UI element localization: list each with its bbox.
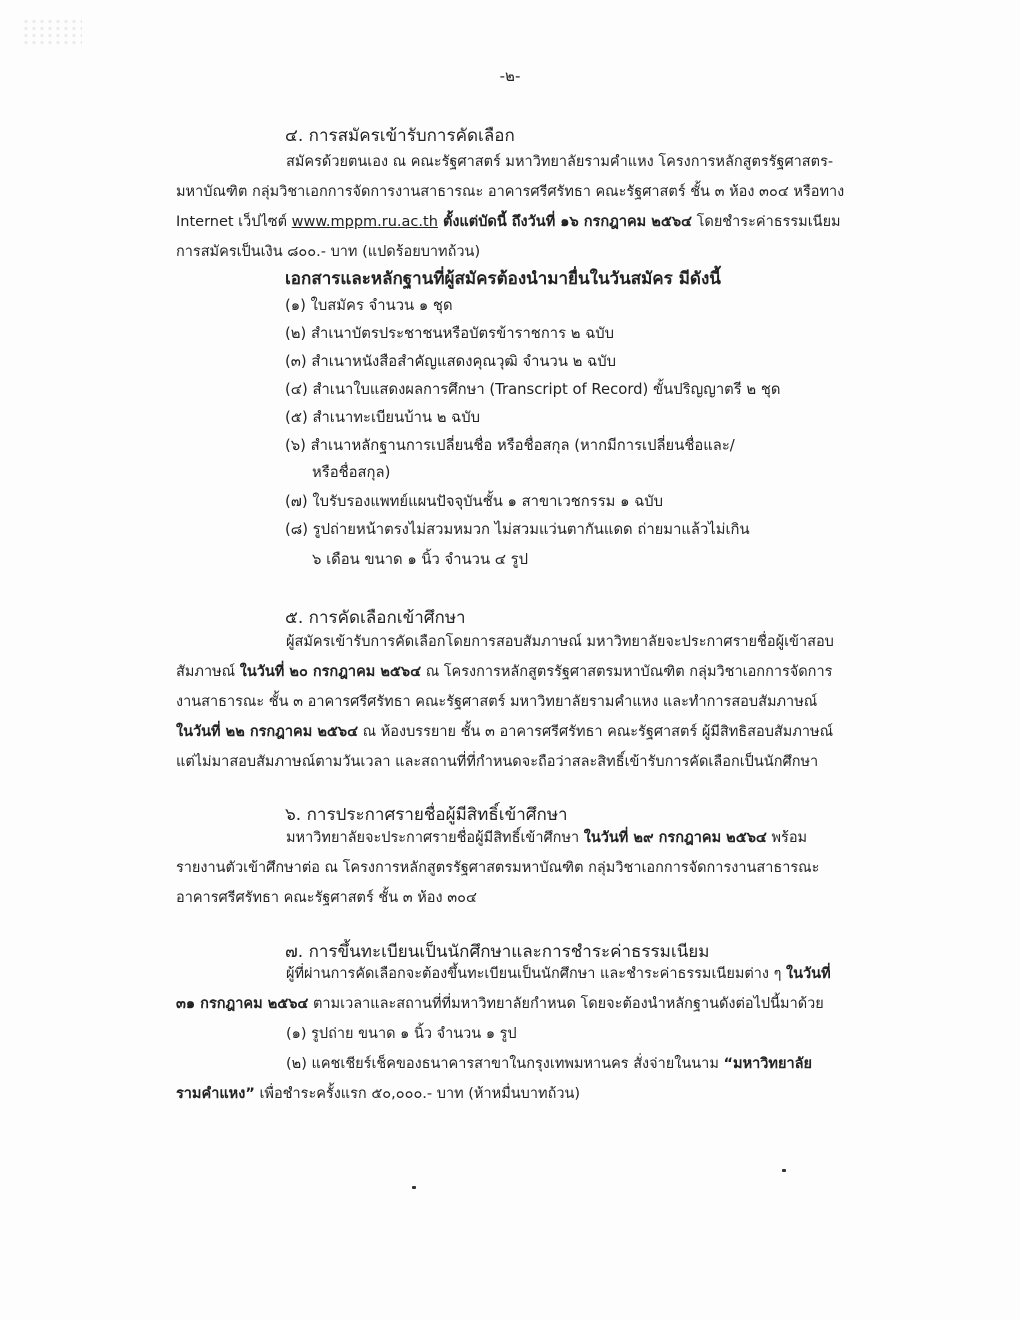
s5-line2b: ณ โครงการหลักสูตรรัฐศาสตรมหาบัณฑิต กลุ่มวิชาเอกการจัดการ [421, 664, 833, 680]
s4-line3-bold: ตั้งแต่บัดนี้ ถึงวันที่ ๑๖ กรกฎาคม ๒๕๖๔ [437, 214, 692, 230]
section-5-heading: ๕. การคัดเลือกเข้าศึกษา [285, 608, 466, 628]
s6-line1b: พร้อม [766, 830, 808, 846]
s6-line1a: มหาวิทยาลัยจะประกาศรายชื่อผู้มีสิทธิ์เข้าศึกษา [286, 830, 584, 846]
section-7-heading: ๗. การขึ้นทะเบียนเป็นนักศึกษาและการชำระค่าธรรมเนียม [285, 942, 710, 962]
doc-item: (๔) สำเนาใบแสดงผลการศึกษา (Transcript of Record) ขั้นปริญญาตรี ๒ ชุด [285, 381, 781, 398]
doc-item-continued: หรือชื่อสกุล) [312, 464, 391, 481]
doc-item: (๗) ใบรับรองแพทย์แผนปัจจุบันชั้น ๑ สาขาเวชกรรม ๑ ฉบับ [285, 493, 664, 510]
s7-line2b: ตามเวลาและสถานที่ที่มหาวิทยาลัยกำหนด โดยจะต้องนำหลักฐานดังต่อไปนี้มาด้วย [308, 996, 824, 1012]
scan-smudge [22, 18, 82, 48]
section-6-paragraph [176, 823, 884, 913]
s7-line1a: ผู้ที่ผ่านการคัดเลือกจะต้องขึ้นทะเบียนเป็นนักศึกษา และชำระค่าธรรมเนียมต่าง ๆ [286, 966, 787, 982]
website-link[interactable]: www.mppm.ru.ac.th [291, 214, 438, 230]
section-7-paragraph [176, 959, 884, 1109]
scan-speck [782, 1169, 786, 1172]
s4-line4: การสมัครเป็นเงิน ๘๐๐.- บาท (แปดร้อยบาทถ้วน) [176, 244, 481, 260]
s6-line2: รายงานตัวเข้าศึกษาต่อ ณ โครงการหลักสูตรรัฐศาสตรมหาบัณฑิต กลุ่มวิชาเอกการจัดการงานสาธารณะ [176, 860, 820, 876]
s7-item2a: (๒) แคชเชียร์เช็คของธนาคารสาขาในกรุงเทพมหานคร สั่งจ่ายในนาม [286, 1056, 724, 1072]
s7-item1: (๑) รูปถ่าย ขนาด ๑ นิ้ว จำนวน ๑ รูป [286, 1026, 517, 1042]
s6-date: ในวันที่ ๒๙ กรกฎาคม ๒๕๖๔ [583, 830, 767, 846]
docs-heading: เอกสารและหลักฐานที่ผู้สมัครต้องนำมายื่นในวันสมัคร มีดังนี้ [285, 269, 721, 289]
s7-item2-bold: “มหาวิทยาลัย [723, 1056, 813, 1072]
doc-item: (๘) รูปถ่ายหน้าตรงไม่สวมหมวก ไม่สวมแว่นตากันแดด ถ่ายมาแล้วไม่เกิน [285, 521, 750, 538]
doc-item-continued: ๖ เดือน ขนาด ๑ นิ้ว จำนวน ๔ รูป [312, 551, 529, 568]
s4-line2: มหาบัณฑิต กลุ่มวิชาเอกการจัดการงานสาธารณะ อาคารศรีศรัทธา คณะรัฐศาสตร์ ชั้น ๓ ห้อง ๓๐๔ หรือทาง [176, 184, 845, 200]
s5-line3: งานสาธารณะ ชั้น ๓ อาคารศรีศรัทธา คณะรัฐศาสตร์ มหาวิทยาลัยรามคำแหง และทำการสอบสัมภาษณ์ [176, 694, 818, 710]
doc-item: (๒) สำเนาบัตรประชาชนหรือบัตรข้าราชการ ๒ ฉบับ [285, 325, 615, 342]
s7-line1-bold: ในวันที่ [786, 966, 831, 982]
section-5-paragraph [176, 627, 884, 777]
s7-item3b: เพื่อชำระครั้งแรก ๕๐,๐๐๐.- บาท (ห้าหมื่นบาทถ้วน) [254, 1086, 581, 1102]
s4-line3b: โดยชำระค่าธรรมเนียม [692, 214, 841, 230]
scan-speck [412, 1186, 416, 1189]
s6-line3: อาคารศรีศรัทธา คณะรัฐศาสตร์ ชั้น ๓ ห้อง ๓๐๔ [176, 890, 477, 906]
doc-item: (๓) สำเนาหนังสือสำคัญแสดงคุณวุฒิ จำนวน ๒ ฉบับ [285, 353, 616, 370]
page-number: -๒- [499, 67, 521, 85]
doc-item: (๑) ใบสมัคร จำนวน ๑ ชุด [285, 297, 453, 314]
section-6-heading: ๖. การประกาศรายชื่อผู้มีสิทธิ์เข้าศึกษา [285, 805, 568, 825]
s5-date-interview: ในวันที่ ๒๒ กรกฎาคม ๒๕๖๔ [176, 724, 359, 740]
s5-date-announce: ในวันที่ ๒๐ กรกฎาคม ๒๕๖๔ [239, 664, 422, 680]
doc-item: (๖) สำเนาหลักฐานการเปลี่ยนชื่อ หรือชื่อสกุล (หากมีการเปลี่ยนชื่อและ/ [285, 437, 735, 454]
s5-line2a: สัมภาษณ์ [176, 664, 240, 680]
s5-line1: ผู้สมัครเข้ารับการคัดเลือกโดยการสอบสัมภาษณ์ มหาวิทยาลัยจะประกาศรายชื่อผู้เข้าสอบ [286, 634, 834, 650]
s5-line5: แต่ไม่มาสอบสัมภาษณ์ตามวันเวลา และสถานที่ที่กำหนดจะถือว่าสละสิทธิ์เข้ารับการคัดเลือกเป็นนักศึกษา [176, 754, 819, 770]
section-4-paragraph [176, 147, 884, 267]
s5-line4b: ณ ห้องบรรยาย ชั้น ๓ อาคารศรีศรัทธา คณะรัฐศาสตร์ ผู้มีสิทธิสอบสัมภาษณ์ [358, 724, 834, 740]
section-4-heading: ๔. การสมัครเข้ารับการคัดเลือก [285, 126, 515, 146]
s4-line3a: Internet เว็ปไซต์ [176, 214, 292, 230]
s4-line1: สมัครด้วยตนเอง ณ คณะรัฐศาสตร์ มหาวิทยาลัยรามคำแหง โครงการหลักสูตรรัฐศาสตร- [286, 154, 834, 170]
s7-date: ๓๑ กรกฎาคม ๒๕๖๔ [176, 996, 309, 1012]
doc-item: (๕) สำเนาทะเบียนบ้าน ๒ ฉบับ [285, 409, 481, 426]
s7-item3-bold: รามคำแหง” [176, 1086, 255, 1102]
